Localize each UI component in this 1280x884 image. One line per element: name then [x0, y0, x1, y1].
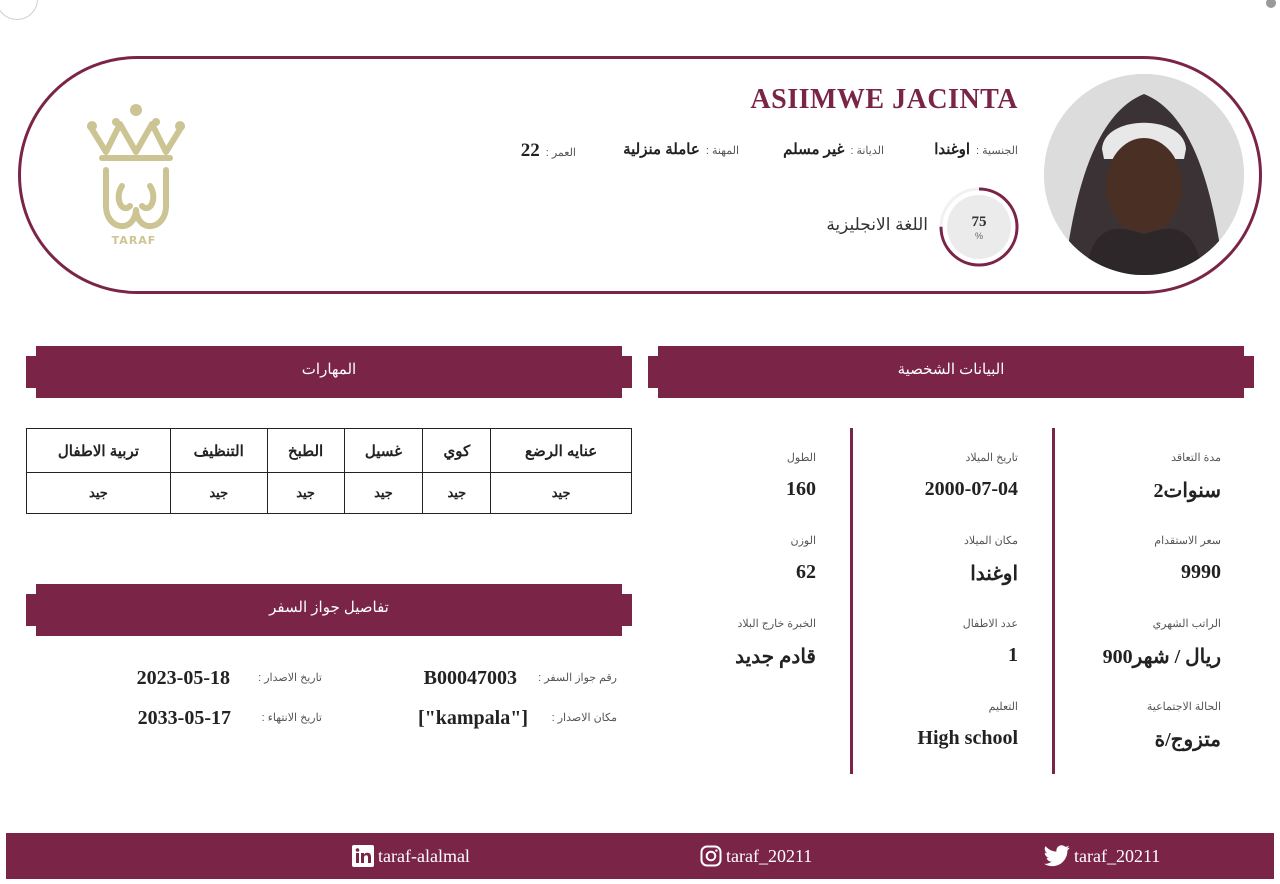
passport-number-value: B00047003 [423, 667, 517, 689]
weight-label: الوزن [790, 535, 816, 547]
linkedin-handle: taraf-alalmal [378, 845, 470, 866]
job-value: عاملة منزلية [623, 141, 700, 158]
twitter-link[interactable] [1044, 845, 1160, 867]
birthdate-value: 2000-07-04 [924, 478, 1018, 500]
taraf-logo [84, 102, 188, 248]
religion-value: غير مسلم [783, 141, 845, 158]
price-label: سعر الاستقدام [1154, 535, 1221, 547]
scroll-indicator [1266, 0, 1276, 8]
logo-text: TARAF [111, 234, 157, 247]
personal-banner [648, 346, 1254, 398]
skills-value-row [27, 473, 632, 514]
age-label: العمر : [545, 147, 576, 159]
passport-banner [26, 584, 632, 636]
skill-header: عنايه الرضع [491, 429, 632, 473]
skill-header: كوي [423, 429, 491, 473]
experience-value: قادم جديد [735, 646, 816, 668]
skill-value: جيد [423, 473, 491, 514]
skills-table [26, 428, 632, 514]
religion [783, 140, 884, 158]
birthdate-label: تاريخ الميلاد [965, 452, 1018, 464]
skill-header: الطبخ [267, 429, 344, 473]
footer [6, 833, 1274, 879]
skill-value: جيد [491, 473, 632, 514]
height-value: 160 [786, 478, 816, 500]
expiry-date-label: تاريخ الانتهاء : [261, 712, 322, 724]
twitter-handle: taraf_20211 [1074, 845, 1161, 866]
worker-photo [1044, 74, 1244, 275]
column-divider [1052, 428, 1055, 774]
english-level-label: اللغة الانجليزية [826, 215, 928, 234]
nationality-label: الجنسية : [976, 145, 1018, 157]
birthplace-value: اوغندا [970, 563, 1018, 585]
gauge-value: 75 [971, 214, 987, 230]
age [521, 140, 576, 162]
profile-meta [498, 140, 1018, 162]
salary-value: 900ريال / شهر [1102, 646, 1221, 668]
corner-decoration [0, 0, 38, 20]
worker-name: ASIIMWE JACINTA [750, 84, 1018, 115]
job [623, 140, 739, 158]
skill-header: تربية الاطفال [27, 429, 171, 473]
issue-date-label: تاريخ الاصدار : [258, 672, 322, 684]
instagram-icon [700, 845, 722, 867]
skill-value: جيد [267, 473, 344, 514]
expiry-date-value: 2033-05-17 [137, 707, 231, 729]
age-value: 22 [520, 140, 540, 161]
instagram-handle: taraf_20211 [726, 845, 813, 866]
contract-label: مدة التعاقد [1171, 452, 1221, 464]
gauge-unit: % [974, 231, 983, 241]
experience-label: الخبرة خارج البلاد [737, 618, 816, 630]
linkedin-link[interactable] [352, 845, 470, 867]
children-value: 1 [1008, 644, 1018, 666]
price-value: 9990 [1181, 561, 1221, 583]
skill-value: جيد [344, 473, 423, 514]
skill-header: غسيل [344, 429, 423, 473]
skills-title: المهارات [301, 361, 357, 378]
issue-place-label: مكان الاصدار : [551, 712, 617, 724]
passport-title: تفاصيل جواز السفر [269, 599, 389, 616]
contract-value: 2سنوات [1153, 480, 1221, 502]
children-label: عدد الاطفال [962, 618, 1018, 630]
twitter-icon [1044, 845, 1070, 867]
education-label: التعليم [988, 701, 1018, 713]
marital-label: الحالة الاجتماعية [1146, 701, 1221, 713]
marital-value: متزوج/ة [1154, 729, 1221, 751]
column-divider [850, 428, 853, 774]
weight-value: 62 [796, 561, 816, 583]
education-value: High school [917, 727, 1018, 749]
job-label: المهنة : [705, 145, 739, 157]
issue-date-value: 2023-05-18 [136, 667, 230, 689]
issue-place-value: ["kampala"] [418, 707, 528, 729]
nationality [934, 140, 1018, 158]
skills-header-row [27, 429, 632, 473]
religion-label: الديانة : [850, 145, 884, 157]
english-level-gauge [938, 186, 1020, 268]
salary-label: الراتب الشهري [1152, 618, 1221, 630]
skill-value: جيد [170, 473, 267, 514]
passport-number-label: رقم جواز السفر : [538, 672, 617, 684]
skill-value: جيد [27, 473, 171, 514]
skills-banner [26, 346, 632, 398]
skill-header: التنظيف [170, 429, 267, 473]
height-label: الطول [786, 452, 816, 464]
linkedin-icon [352, 845, 374, 867]
nationality-value: اوغندا [934, 141, 971, 158]
birthplace-label: مكان الميلاد [963, 535, 1018, 547]
instagram-link[interactable] [700, 845, 812, 867]
personal-title: البيانات الشخصية [897, 361, 1005, 378]
